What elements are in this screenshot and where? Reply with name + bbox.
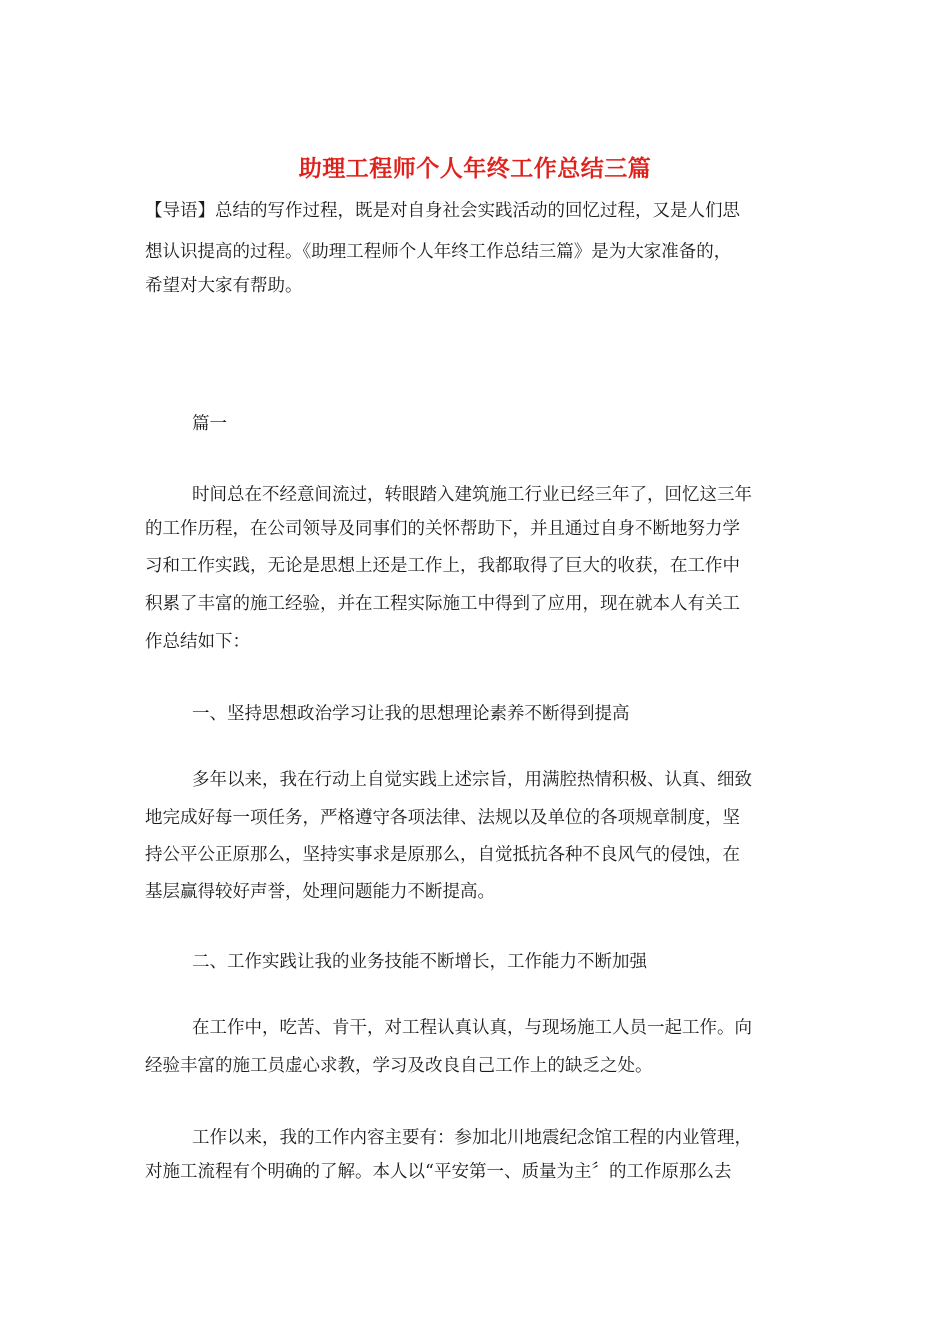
intro-line-1: 【导语】总结的写作过程，既是对自身社会实践活动的回忆过程，又是人们思 xyxy=(145,201,740,221)
intro-line-3: 希望对大家有帮助。 xyxy=(145,276,303,296)
para2-line-2: 地完成好每一项任务，严格遵守各项法律、法规以及单位的各项规章制度，坚 xyxy=(145,808,740,828)
intro-line-2: 想认识提高的过程。《助理工程师个人年终工作总结三篇》是为大家准备的， xyxy=(145,242,732,262)
heading-2: 二、工作实践让我的业务技能不断增长，工作能力不断加强 xyxy=(192,952,647,972)
para4-line-2: 对施工流程有个明确的了解。本人以“平安第一、质量为主〞的工作原那么去 xyxy=(145,1162,732,1182)
document-title: 助理工程师个人年终工作总结三篇 xyxy=(298,155,652,182)
para3-line-2: 经验丰富的施工员虚心求教，学习及改良自己工作上的缺乏之处。 xyxy=(145,1056,653,1076)
para1-line-4: 积累了丰富的施工经验，并在工程实际施工中得到了应用，现在就本人有关工 xyxy=(145,594,740,614)
para3-line-1: 在工作中，吃苦、肯干，对工程认真认真，与现场施工人员一起工作。向 xyxy=(192,1018,752,1038)
para4-line-1: 工作以来，我的工作内容主要有：参加北川地震纪念馆工程的内业管理， xyxy=(192,1128,752,1148)
para1-line-1: 时间总在不经意间流过，转眼踏入建筑施工行业已经三年了，回忆这三年 xyxy=(192,485,752,505)
para1-line-3: 习和工作实践，无论是思想上还是工作上，我都取得了巨大的收获，在工作中 xyxy=(145,556,740,576)
section-label: 篇一 xyxy=(192,414,227,434)
para2-line-4: 基层赢得较好声誉，处理问题能力不断提高。 xyxy=(145,882,495,902)
para1-line-2: 的工作历程，在公司领导及同事们的关怀帮助下，并且通过自身不断地努力学 xyxy=(145,519,740,539)
para1-line-5: 作总结如下： xyxy=(145,632,250,652)
heading-1: 一、坚持思想政治学习让我的思想理论素养不断得到提高 xyxy=(192,704,630,724)
para2-line-1: 多年以来，我在行动上自觉实践上述宗旨，用满腔热情积极、认真、细致 xyxy=(192,770,752,790)
para2-line-3: 持公平公正原那么，坚持实事求是原那么，自觉抵抗各种不良风气的侵蚀，在 xyxy=(145,845,740,865)
